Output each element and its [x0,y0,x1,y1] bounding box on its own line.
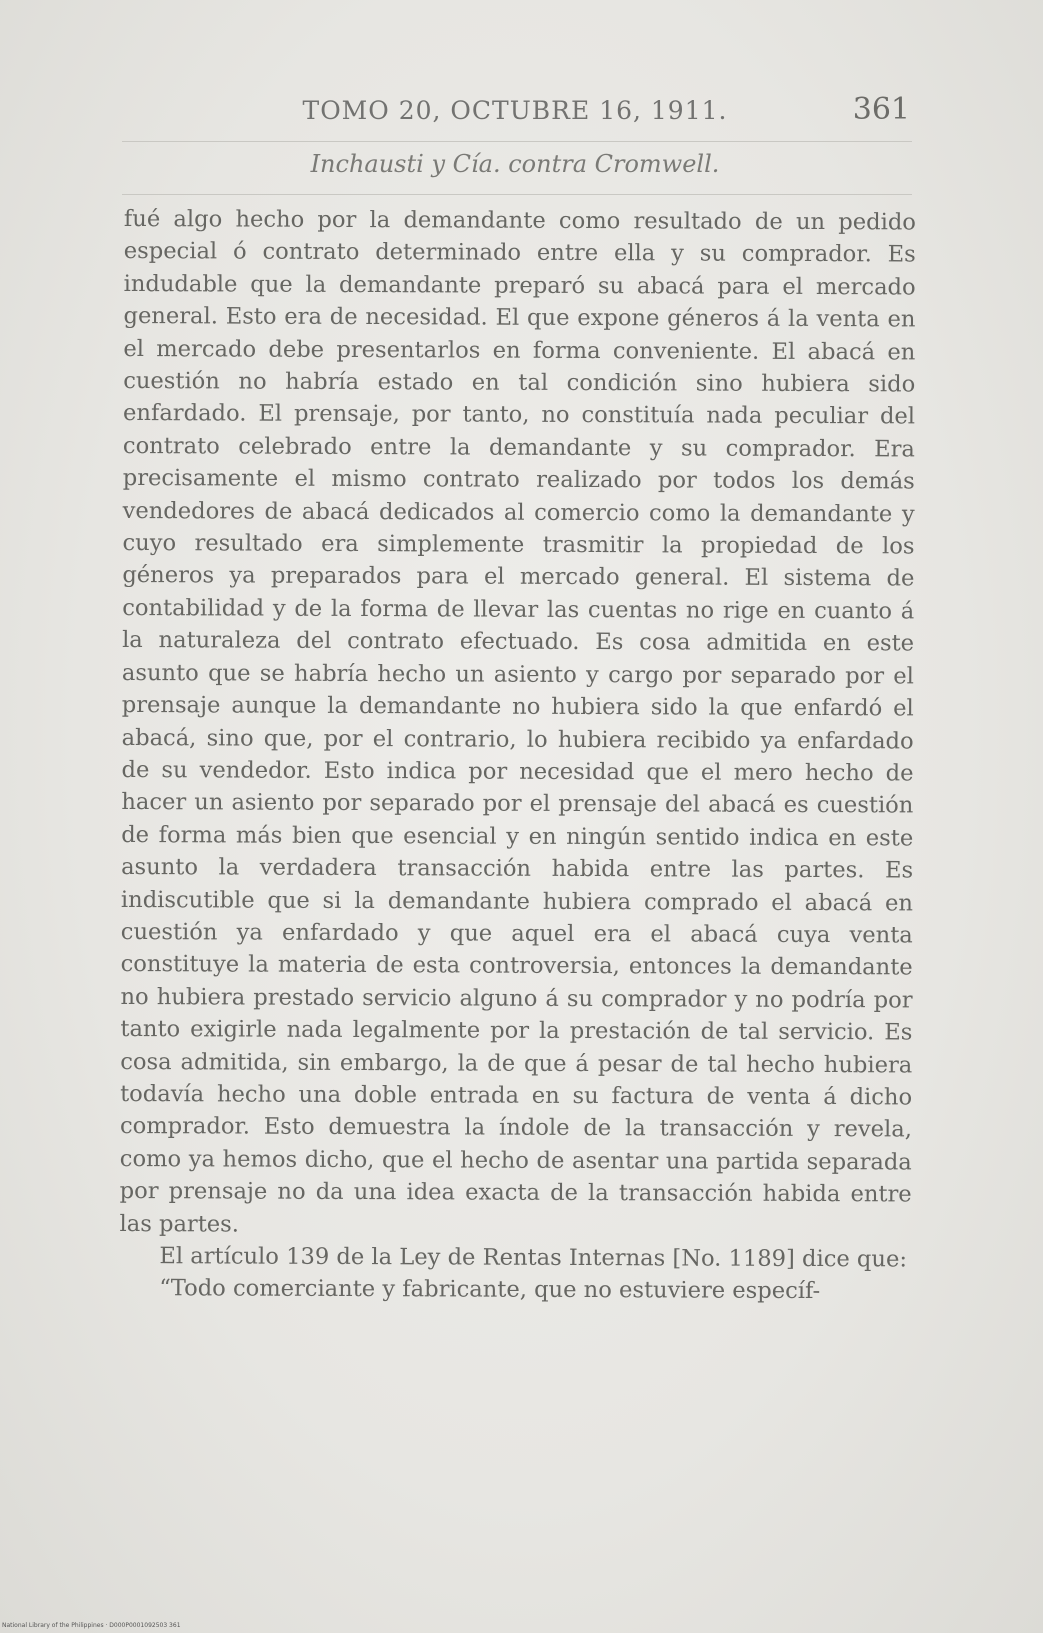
header-rule-bottom [122,194,912,195]
body-text [119,203,916,1308]
running-head [120,92,910,132]
paragraph-2: El artículo 139 de la Ley de Rentas Internas [No. 1189] dice que: [159,1243,908,1273]
running-title: TOMO 20, OCTUBRE 16, 1911. [302,96,728,125]
library-credit: National Library of the Philippines · D000P0001092503 361 [2,1622,181,1629]
header-rule-top [122,141,912,142]
paragraph-3: “Todo comerciante y fabricante, que no estuviere específ- [159,1275,821,1305]
page-number: 361 [852,92,910,127]
paragraph-1: fué algo hecho por la demandante como resultado de un pedido especial ó contrato determinado entre ella y su comprador. Es indudable que la demandante preparó su abacá para el mercado general. Esto era de necesidad. El que expone géneros á la venta en el mercado debe presentarlos en forma conveniente. El abacá en cuestión no habría estado en tal condición sino hubiera sido enfardado. El prensaje, por tanto, no constituía nada peculiar del contrato celebrado entre la demandante y su comprador. Era precisamente el mismo contrato realizado por todos los demás vendedores de abacá dedicados al comercio como la demandante y cuyo resultado era simplemente trasmitir la propiedad de los géneros ya preparados para el mercado general. El sistema de contabilidad y de la forma de llevar las cuentas no rige en cuanto á la naturaleza del contrato efectuado. Es cosa admitida en este asunto que se habría hecho un asiento y cargo por separado por el prensaje aunque la demandante no hubiera sido la que enfardó el abacá, sino que, por el contrario, lo hubiera recibido ya enfardado de su vendedor. Esto indica por necesidad que el mero hecho de hacer un asiento por separado por el prensaje del abacá es cuestión de forma más bien que esencial y en ningún sentido indica en este asunto la verdadera transacción habida entre las partes. Es indiscutible que si la demandante hubiera comprado el abacá en cuestión ya enfardado y que aquel era el abacá cuya venta constituye la materia de esta controversia, entonces la demandante no hubiera prestado servicio alguno á su comprador y no podría por tanto exigirle nada legalmente por la prestación de tal servicio. Es cosa admitida, sin embargo, la de que á pesar de tal hecho hubiera todavía hecho una doble entrada en su factura de venta á dicho comprador. Esto demuestra la índole de la transacción y revela, como ya hemos dicho, que el hecho de asentar una partida separada por prensaje no da una idea exacta de la transacción habida entre las partes. [119,205,916,1238]
case-title: Inchausti y Cía. contra Cromwell. [310,150,720,178]
